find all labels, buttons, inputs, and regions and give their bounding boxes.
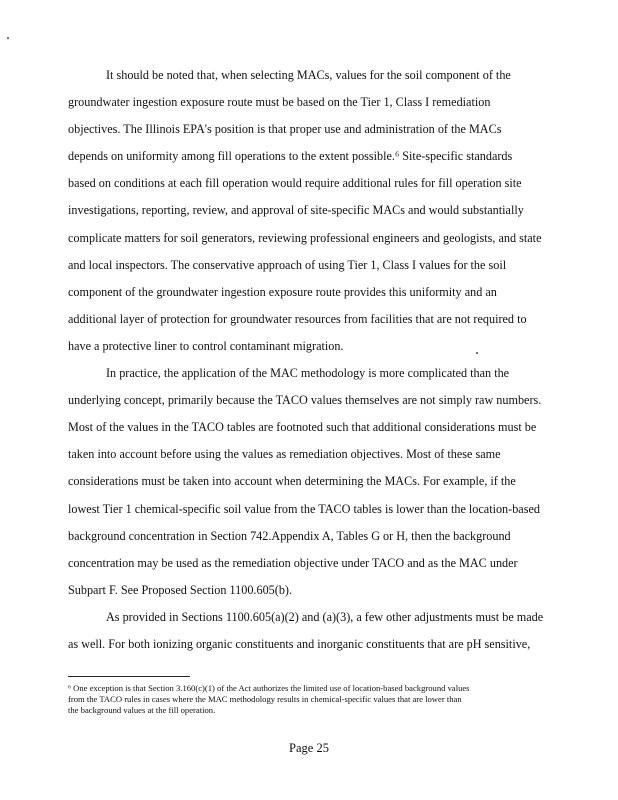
body-text [68, 62, 544, 658]
footnote [68, 683, 548, 717]
text-line: as well. For both ionizing organic constituents and inorganic constituents that are pH sensitive, [68, 636, 531, 651]
text-line: component of the groundwater ingestion exposure route provides this uniformity and an [68, 284, 497, 299]
text-line: In practice, the application of the MAC methodology is more complicated than the [106, 366, 510, 381]
text-line: It should be noted that, when selecting MACs, values for the soil component of the [106, 68, 511, 82]
text-line: concentration may be used as the remediation objective under TACO and as the MAC under [68, 555, 518, 570]
paragraph-1 [68, 62, 542, 360]
paragraph-3 [68, 604, 544, 658]
text-line: have a protective liner to control contaminant migration. [68, 338, 344, 353]
text-line: taken into account before using the values as remediation objectives. Most of these same [68, 447, 501, 462]
text-line: and local inspectors. The conservative approach of using Tier 1, Class I values for the soil [68, 257, 507, 272]
text-line: objectives. The Illinois EPA's position is that proper use and administration of the MACs [68, 122, 502, 137]
scan-speck [7, 37, 9, 39]
text-line: groundwater ingestion exposure route must be based on the Tier 1, Class I remediation [68, 95, 491, 110]
text-line: based on conditions at each fill operation would require additional rules for fill operation site [68, 176, 522, 191]
footnote-line: ⁶ One exception is that Section 3.160(c)(1) of the Act authorizes the limited use of location-based background values [68, 683, 470, 693]
text-line: depends on uniformity among fill operations to the extent possible.⁶ Site-specific standards [68, 149, 513, 164]
text-line: investigations, reporting, review, and approval of site-specific MACs and would substantially [68, 203, 524, 218]
text-line: Most of the values in the TACO tables are footnoted such that additional considerations must be [68, 420, 537, 435]
footnote-line: the background values at the fill operation. [68, 705, 216, 716]
text-line: complicate matters for soil generators, reviewing professional engineers and geologists, and state [68, 230, 542, 245]
text-line: lowest Tier 1 chemical-specific soil value from the TACO tables is lower than the location-based [68, 501, 540, 516]
text-line: additional layer of protection for groundwater resources from facilities that are not required to [68, 311, 527, 326]
text-line: background concentration in Section 742.Appendix A, Tables G or H, then the background [68, 528, 511, 543]
footnote-divider [68, 676, 190, 677]
text-line: As provided in Sections 1100.605(a)(2) and (a)(3), a few other adjustments must be made [106, 609, 544, 624]
footnote-line: from the TACO rules in cases where the MAC methodology results in chemical-specific values that are lower than [68, 694, 462, 705]
paragraph-2 [68, 360, 542, 604]
text-line: Subpart F. See Proposed Section 1100.605(b). [68, 582, 293, 597]
page-number: Page 25 [289, 741, 329, 755]
text-line: considerations must be taken into account when determining the MACs. For example, if the [68, 474, 516, 489]
text-line: underlying concept, primarily because the TACO values themselves are not simply raw numbers. [68, 393, 542, 408]
